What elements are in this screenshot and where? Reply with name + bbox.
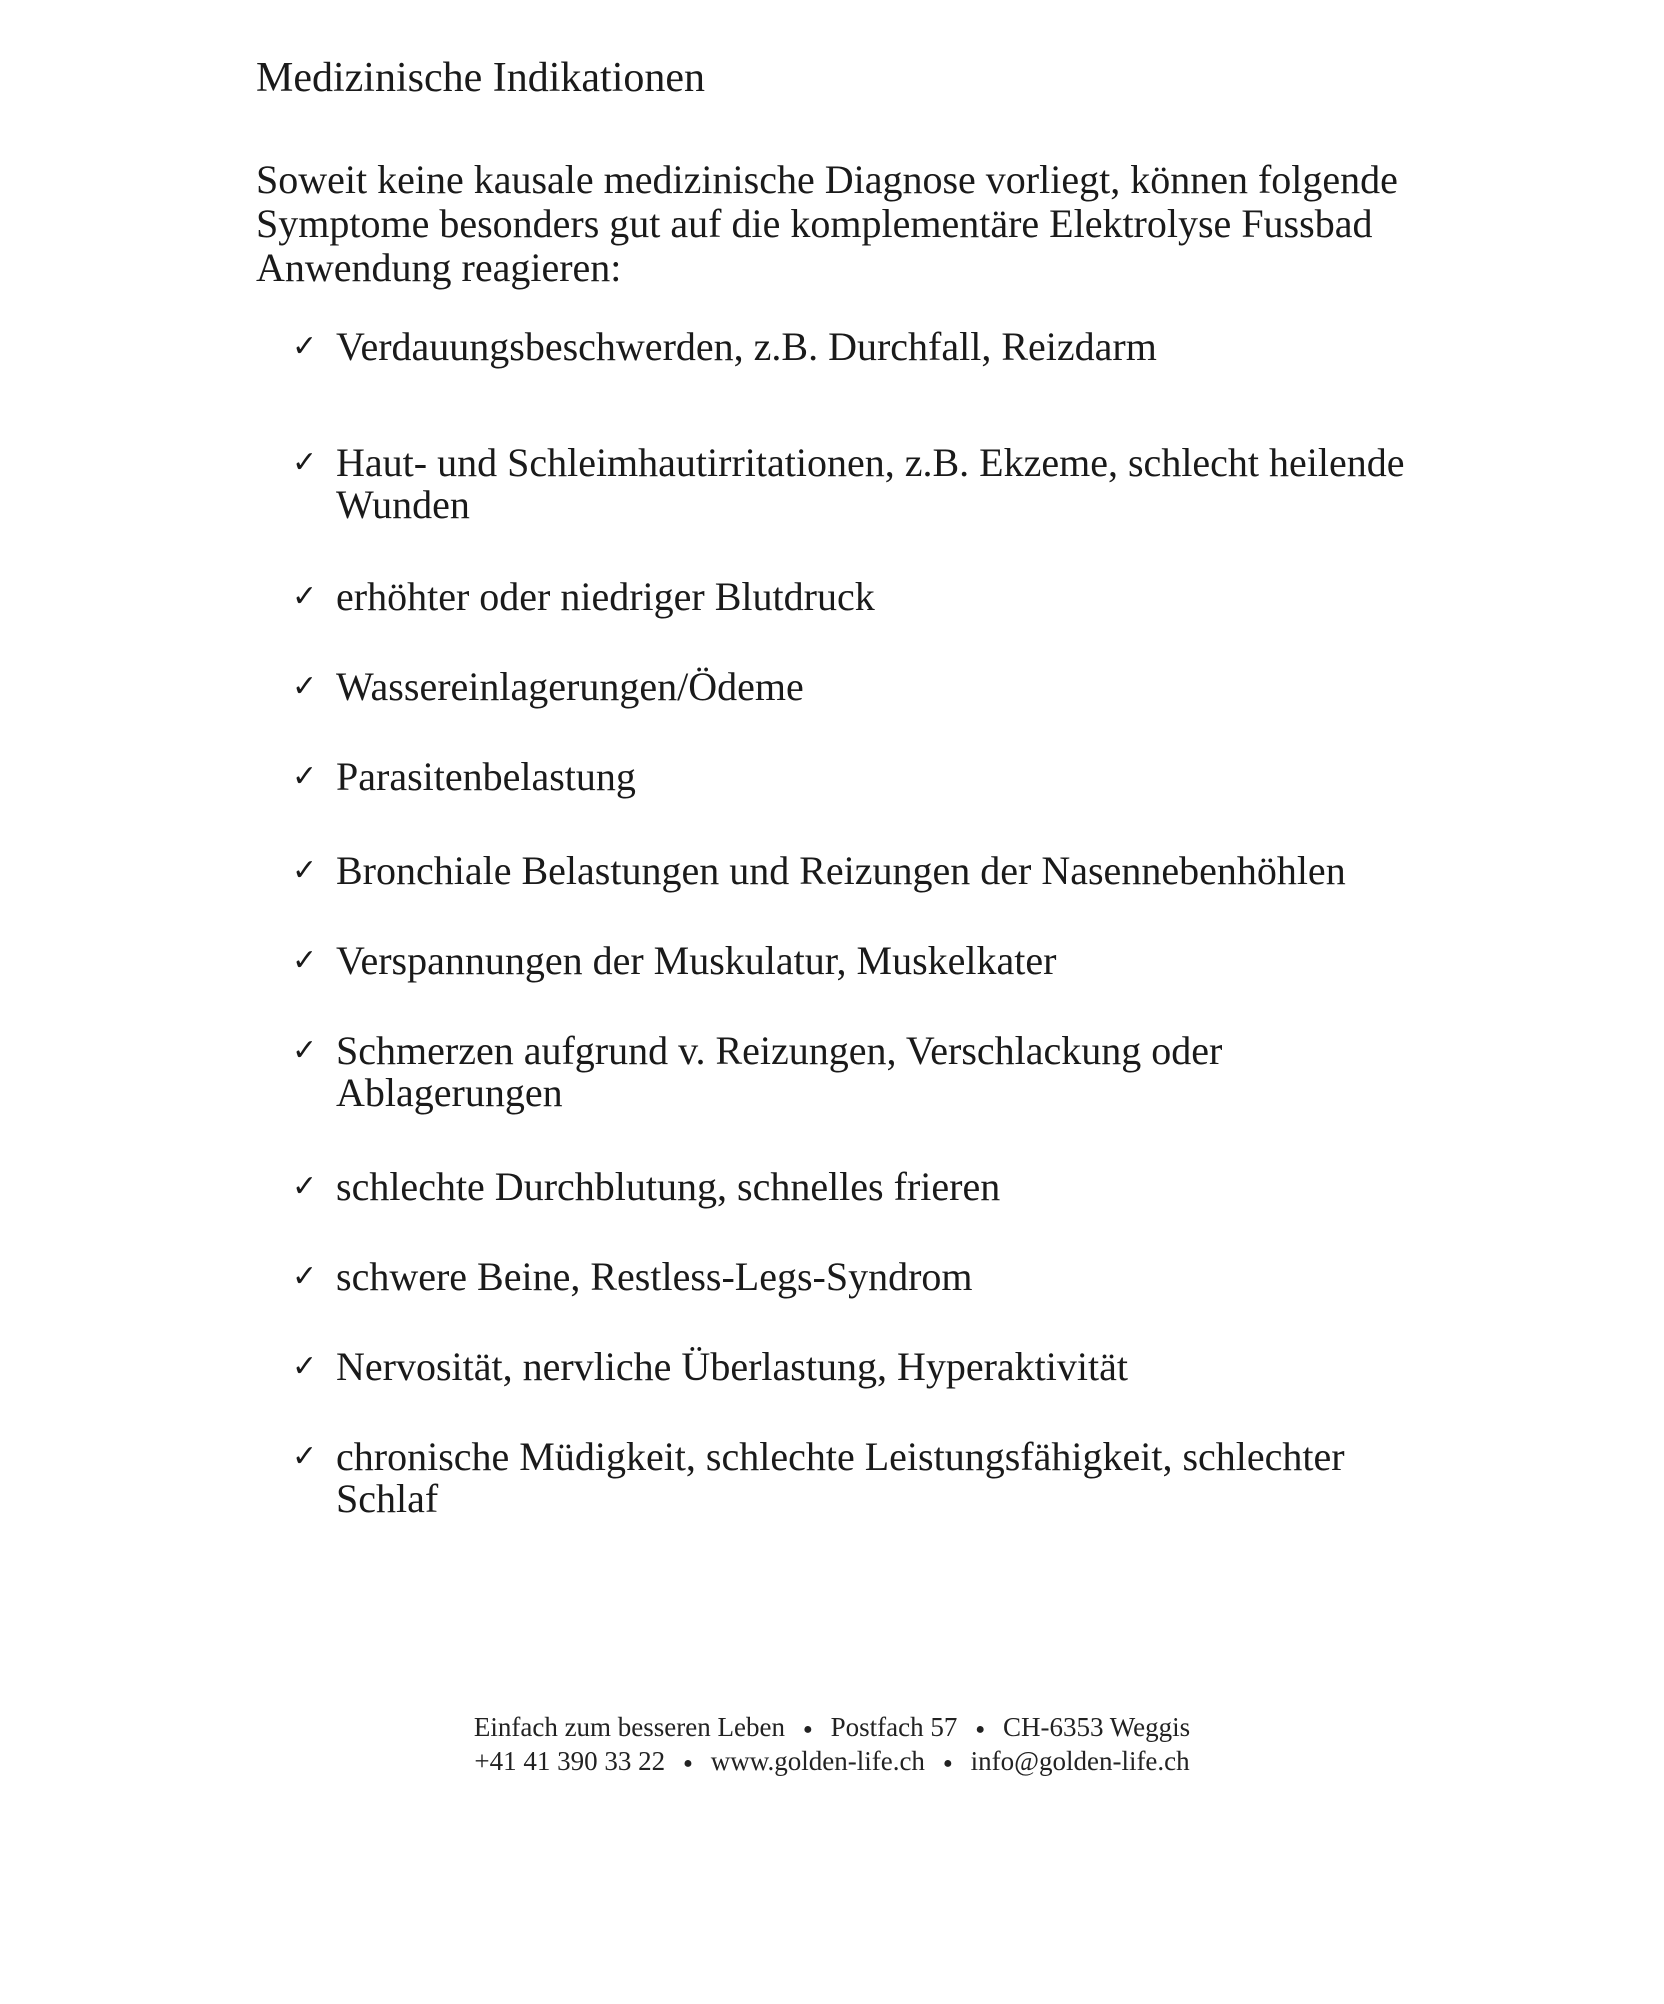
list-item: [292, 666, 1412, 708]
footer-city: CH-6353 Weggis: [1003, 1712, 1191, 1742]
checkmark-icon: ✓: [292, 669, 318, 704]
checkmark-icon: ✓: [292, 759, 318, 794]
bullet-separator-icon: ●: [683, 1754, 693, 1772]
list-item-text: schwere Beine, Restless-Legs-Syndrom: [336, 1254, 973, 1299]
footer-website: www.golden-life.ch: [710, 1746, 925, 1776]
list-item: [292, 1166, 1412, 1208]
list-item: [292, 940, 1412, 982]
bullet-separator-icon: ●: [802, 1720, 813, 1738]
list-item-text: Bronchiale Belastungen und Reizungen der Nasennebenhöhlen: [336, 848, 1346, 893]
list-item: [292, 442, 1412, 526]
list-item: [292, 576, 1412, 618]
checkmark-icon: ✓: [292, 853, 318, 888]
checkmark-icon: ✓: [292, 1439, 318, 1474]
checkmark-icon: ✓: [292, 329, 318, 364]
checkmark-icon: ✓: [292, 445, 318, 480]
list-item: [292, 1436, 1412, 1520]
footer-address-line: [0, 1710, 1664, 1747]
checkmark-icon: ✓: [292, 1169, 318, 1204]
checkmark-icon: ✓: [292, 943, 318, 978]
list-item-text: Schmerzen aufgrund v. Reizungen, Verschlackung oder Ablagerungen: [336, 1028, 1223, 1115]
checkmark-icon: ✓: [292, 1259, 318, 1294]
page-title: Medizinische Indikationen: [256, 55, 706, 101]
list-item: [292, 850, 1412, 892]
bullet-separator-icon: ●: [942, 1754, 953, 1772]
checkmark-icon: ✓: [292, 1033, 318, 1068]
footer-email: info@golden-life.ch: [970, 1746, 1190, 1776]
list-item: [292, 326, 1412, 368]
footer-postbox: Postfach 57: [830, 1712, 958, 1742]
bullet-separator-icon: ●: [975, 1720, 986, 1738]
footer-phone: +41 41 390 33 22: [474, 1746, 666, 1776]
list-item: [292, 1030, 1412, 1114]
intro-paragraph: Soweit keine kausale medizinische Diagnose vorliegt, können folgende Symptome besonders gut auf die komplementäre Elektrolyse Fussbad Anwendung reagieren:: [256, 157, 1398, 290]
checkmark-icon: ✓: [292, 1349, 318, 1384]
list-item-text: Wassereinlagerungen/Ödeme: [336, 664, 804, 709]
footer-slogan: Einfach zum besseren Leben: [473, 1712, 785, 1742]
list-item-text: Nervosität, nervliche Überlastung, Hyperaktivität: [336, 1344, 1128, 1389]
list-item-text: Parasitenbelastung: [336, 754, 636, 799]
list-item-text: Verdauungsbeschwerden, z.B. Durchfall, Reizdarm: [336, 324, 1157, 369]
list-item-text: chronische Müdigkeit, schlechte Leistungsfähigkeit, schlechter Schlaf: [336, 1434, 1345, 1521]
footer-contact-line: [0, 1744, 1664, 1781]
list-item-text: Haut- und Schleimhautirritationen, z.B. Ekzeme, schlecht heilende Wunden: [336, 440, 1405, 527]
list-item-text: erhöhter oder niedriger Blutdruck: [336, 574, 875, 619]
list-item: [292, 1256, 1412, 1298]
list-item: [292, 756, 1412, 798]
checkmark-icon: ✓: [292, 579, 318, 614]
list-item-text: schlechte Durchblutung, schnelles frieren: [336, 1164, 1001, 1209]
list-item: [292, 1346, 1412, 1388]
list-item-text: Verspannungen der Muskulatur, Muskelkater: [336, 938, 1057, 983]
